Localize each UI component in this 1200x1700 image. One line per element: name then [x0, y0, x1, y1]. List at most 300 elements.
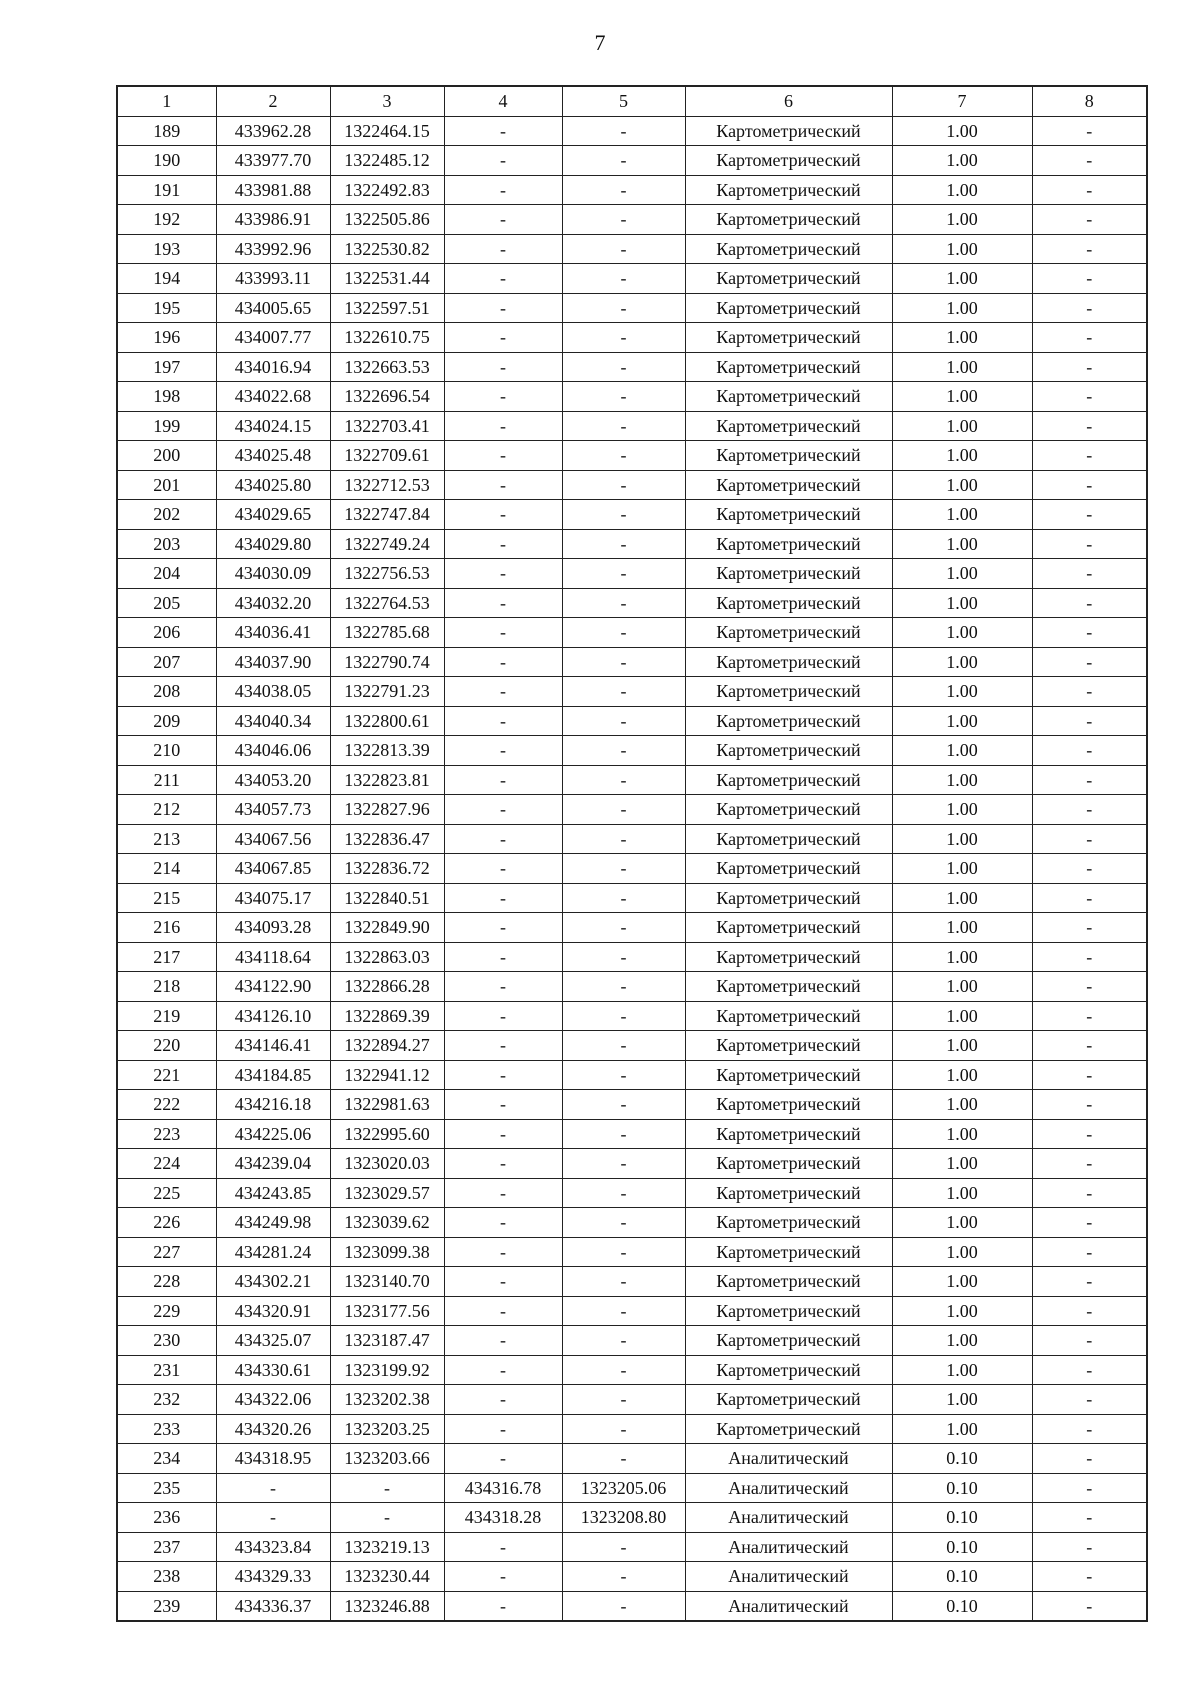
cell-x-new: -	[444, 706, 562, 736]
cell-accuracy: 1.00	[892, 883, 1032, 913]
cell-y-coordinate: -	[330, 1473, 444, 1503]
column-header-3: 3	[330, 86, 444, 116]
cell-x-new: -	[444, 470, 562, 500]
table-row	[117, 1267, 1147, 1297]
table-row	[117, 293, 1147, 323]
column-header-4: 4	[444, 86, 562, 116]
cell-y-coordinate: 1323099.38	[330, 1237, 444, 1267]
cell-x-new: -	[444, 1090, 562, 1120]
cell-x-new: 434316.78	[444, 1473, 562, 1503]
cell-description: -	[1032, 264, 1147, 294]
cell-point-number: 221	[117, 1060, 216, 1090]
cell-method: Картометрический	[685, 1178, 892, 1208]
cell-x-new: -	[444, 1296, 562, 1326]
cell-x-new: -	[444, 1031, 562, 1061]
cell-y-coordinate: 1322840.51	[330, 883, 444, 913]
cell-accuracy: 1.00	[892, 293, 1032, 323]
cell-accuracy: 1.00	[892, 1414, 1032, 1444]
cell-y-coordinate: 1322597.51	[330, 293, 444, 323]
cell-x-new: -	[444, 677, 562, 707]
cell-accuracy: 1.00	[892, 706, 1032, 736]
cell-method: Аналитический	[685, 1591, 892, 1621]
cell-x-new: -	[444, 972, 562, 1002]
cell-x-new: -	[444, 1001, 562, 1031]
cell-x-new: -	[444, 736, 562, 766]
cell-x-new: -	[444, 1267, 562, 1297]
cell-accuracy: 0.10	[892, 1591, 1032, 1621]
cell-x-new: -	[444, 1591, 562, 1621]
cell-y-new: 1323205.06	[562, 1473, 685, 1503]
cell-description: -	[1032, 1385, 1147, 1415]
table-row	[117, 854, 1147, 884]
cell-point-number: 213	[117, 824, 216, 854]
cell-accuracy: 1.00	[892, 972, 1032, 1002]
cell-accuracy: 1.00	[892, 1060, 1032, 1090]
cell-method: Картометрический	[685, 706, 892, 736]
cell-method: Картометрический	[685, 883, 892, 913]
cell-x-new: -	[444, 441, 562, 471]
cell-y-coordinate: 1322894.27	[330, 1031, 444, 1061]
cell-y-coordinate: 1322696.54	[330, 382, 444, 412]
cell-point-number: 208	[117, 677, 216, 707]
cell-description: -	[1032, 1414, 1147, 1444]
cell-method: Картометрический	[685, 618, 892, 648]
cell-method: Картометрический	[685, 264, 892, 294]
cell-y-coordinate: 1322756.53	[330, 559, 444, 589]
cell-x-coordinate: 434037.90	[216, 647, 330, 677]
cell-accuracy: 1.00	[892, 736, 1032, 766]
cell-y-coordinate: 1323246.88	[330, 1591, 444, 1621]
cell-x-coordinate: 434118.64	[216, 942, 330, 972]
cell-method: Картометрический	[685, 1090, 892, 1120]
cell-x-new: -	[444, 1444, 562, 1474]
cell-x-coordinate: 434016.94	[216, 352, 330, 382]
cell-y-new: -	[562, 824, 685, 854]
cell-accuracy: 1.00	[892, 1031, 1032, 1061]
cell-y-new: -	[562, 883, 685, 913]
table-row	[117, 913, 1147, 943]
table-row	[117, 736, 1147, 766]
cell-method: Картометрический	[685, 1355, 892, 1385]
cell-point-number: 195	[117, 293, 216, 323]
cell-y-coordinate: 1322492.83	[330, 175, 444, 205]
table-row	[117, 116, 1147, 146]
cell-accuracy: 0.10	[892, 1444, 1032, 1474]
cell-y-new: -	[562, 382, 685, 412]
cell-accuracy: 1.00	[892, 234, 1032, 264]
cell-method: Картометрический	[685, 470, 892, 500]
cell-y-new: -	[562, 293, 685, 323]
cell-accuracy: 1.00	[892, 1296, 1032, 1326]
table-row	[117, 1060, 1147, 1090]
cell-y-new: -	[562, 323, 685, 353]
cell-x-coordinate: 434281.24	[216, 1237, 330, 1267]
cell-accuracy: 1.00	[892, 441, 1032, 471]
cell-x-coordinate: 434318.95	[216, 1444, 330, 1474]
cell-x-coordinate: 434030.09	[216, 559, 330, 589]
cell-accuracy: 1.00	[892, 1208, 1032, 1238]
cell-y-new: -	[562, 1532, 685, 1562]
cell-method: Картометрический	[685, 205, 892, 235]
cell-x-coordinate: 434036.41	[216, 618, 330, 648]
cell-x-coordinate: 434243.85	[216, 1178, 330, 1208]
cell-x-coordinate: 434325.07	[216, 1326, 330, 1356]
table-row	[117, 1237, 1147, 1267]
cell-y-new: -	[562, 677, 685, 707]
cell-y-coordinate: 1322747.84	[330, 500, 444, 530]
cell-description: -	[1032, 854, 1147, 884]
cell-x-new: 434318.28	[444, 1503, 562, 1533]
cell-x-coordinate: 434184.85	[216, 1060, 330, 1090]
cell-point-number: 212	[117, 795, 216, 825]
cell-x-coordinate: 434322.06	[216, 1385, 330, 1415]
cell-x-coordinate: 434007.77	[216, 323, 330, 353]
cell-y-coordinate: 1322785.68	[330, 618, 444, 648]
table-row	[117, 1503, 1147, 1533]
cell-accuracy: 1.00	[892, 1149, 1032, 1179]
cell-x-new: -	[444, 323, 562, 353]
cell-point-number: 216	[117, 913, 216, 943]
cell-x-new: -	[444, 352, 562, 382]
cell-point-number: 236	[117, 1503, 216, 1533]
table-row	[117, 382, 1147, 412]
cell-point-number: 206	[117, 618, 216, 648]
column-header-5: 5	[562, 86, 685, 116]
cell-method: Картометрический	[685, 913, 892, 943]
cell-y-coordinate: 1322749.24	[330, 529, 444, 559]
cell-x-coordinate: 434025.80	[216, 470, 330, 500]
cell-description: -	[1032, 529, 1147, 559]
cell-description: -	[1032, 795, 1147, 825]
cell-accuracy: 1.00	[892, 854, 1032, 884]
cell-point-number: 238	[117, 1562, 216, 1592]
table-row	[117, 352, 1147, 382]
cell-method: Картометрический	[685, 382, 892, 412]
cell-x-coordinate: 433981.88	[216, 175, 330, 205]
table-row	[117, 972, 1147, 1002]
column-header-8: 8	[1032, 86, 1147, 116]
table-row	[117, 677, 1147, 707]
cell-y-coordinate: 1322703.41	[330, 411, 444, 441]
cell-x-coordinate: 434053.20	[216, 765, 330, 795]
cell-accuracy: 1.00	[892, 146, 1032, 176]
table-row	[117, 1001, 1147, 1031]
cell-y-coordinate: 1322764.53	[330, 588, 444, 618]
cell-y-coordinate: 1323140.70	[330, 1267, 444, 1297]
table-row	[117, 1444, 1147, 1474]
cell-x-new: -	[444, 175, 562, 205]
cell-accuracy: 1.00	[892, 1090, 1032, 1120]
cell-y-new: -	[562, 1237, 685, 1267]
cell-x-new: -	[444, 618, 562, 648]
cell-y-coordinate: 1323203.25	[330, 1414, 444, 1444]
cell-method: Аналитический	[685, 1444, 892, 1474]
table-row	[117, 765, 1147, 795]
table-row	[117, 559, 1147, 589]
cell-point-number: 237	[117, 1532, 216, 1562]
table-row	[117, 1562, 1147, 1592]
cell-x-new: -	[444, 411, 562, 441]
cell-y-new: -	[562, 647, 685, 677]
cell-description: -	[1032, 411, 1147, 441]
cell-point-number: 203	[117, 529, 216, 559]
cell-y-new: -	[562, 146, 685, 176]
cell-point-number: 209	[117, 706, 216, 736]
cell-x-new: -	[444, 765, 562, 795]
table-row	[117, 1591, 1147, 1621]
cell-description: -	[1032, 1060, 1147, 1090]
cell-method: Картометрический	[685, 765, 892, 795]
cell-y-coordinate: 1322813.39	[330, 736, 444, 766]
cell-description: -	[1032, 913, 1147, 943]
cell-x-new: -	[444, 116, 562, 146]
cell-description: -	[1032, 116, 1147, 146]
cell-description: -	[1032, 382, 1147, 412]
cell-method: Картометрический	[685, 234, 892, 264]
cell-method: Картометрический	[685, 1208, 892, 1238]
cell-x-new: -	[444, 1237, 562, 1267]
table-row	[117, 146, 1147, 176]
cell-accuracy: 1.00	[892, 116, 1032, 146]
cell-point-number: 202	[117, 500, 216, 530]
cell-point-number: 230	[117, 1326, 216, 1356]
cell-y-coordinate: 1322941.12	[330, 1060, 444, 1090]
cell-point-number: 193	[117, 234, 216, 264]
cell-point-number: 229	[117, 1296, 216, 1326]
table-row	[117, 1326, 1147, 1356]
cell-method: Аналитический	[685, 1503, 892, 1533]
cell-point-number: 192	[117, 205, 216, 235]
cell-y-coordinate: 1322995.60	[330, 1119, 444, 1149]
cell-y-new: -	[562, 1267, 685, 1297]
cell-accuracy: 1.00	[892, 824, 1032, 854]
cell-y-new: -	[562, 1031, 685, 1061]
cell-y-new: -	[562, 1090, 685, 1120]
cell-x-new: -	[444, 824, 562, 854]
cell-accuracy: 1.00	[892, 588, 1032, 618]
cell-accuracy: 1.00	[892, 1178, 1032, 1208]
cell-description: -	[1032, 146, 1147, 176]
cell-y-new: -	[562, 1562, 685, 1592]
cell-y-coordinate: 1323020.03	[330, 1149, 444, 1179]
cell-point-number: 217	[117, 942, 216, 972]
cell-y-coordinate: 1322530.82	[330, 234, 444, 264]
cell-x-coordinate: 434330.61	[216, 1355, 330, 1385]
cell-method: Аналитический	[685, 1473, 892, 1503]
cell-y-coordinate: 1322464.15	[330, 116, 444, 146]
cell-description: -	[1032, 972, 1147, 1002]
table-row	[117, 824, 1147, 854]
column-header-7: 7	[892, 86, 1032, 116]
cell-y-new: -	[562, 116, 685, 146]
cell-y-new: -	[562, 1178, 685, 1208]
table-row	[117, 529, 1147, 559]
cell-accuracy: 1.00	[892, 264, 1032, 294]
cell-y-new: -	[562, 1296, 685, 1326]
cell-x-new: -	[444, 913, 562, 943]
cell-x-new: -	[444, 1355, 562, 1385]
cell-x-new: -	[444, 1385, 562, 1415]
cell-point-number: 231	[117, 1355, 216, 1385]
cell-y-coordinate: -	[330, 1503, 444, 1533]
cell-y-coordinate: 1322712.53	[330, 470, 444, 500]
cell-x-coordinate: 433986.91	[216, 205, 330, 235]
cell-y-new: -	[562, 972, 685, 1002]
cell-accuracy: 0.10	[892, 1473, 1032, 1503]
cell-x-coordinate: 433977.70	[216, 146, 330, 176]
cell-x-new: -	[444, 293, 562, 323]
cell-y-new: -	[562, 411, 685, 441]
column-header-1: 1	[117, 86, 216, 116]
table-row	[117, 470, 1147, 500]
cell-y-new: -	[562, 1208, 685, 1238]
cell-x-new: -	[444, 500, 562, 530]
cell-point-number: 205	[117, 588, 216, 618]
cell-y-coordinate: 1323039.62	[330, 1208, 444, 1238]
cell-point-number: 190	[117, 146, 216, 176]
cell-x-new: -	[444, 529, 562, 559]
cell-description: -	[1032, 706, 1147, 736]
cell-method: Картометрический	[685, 116, 892, 146]
cell-y-new: -	[562, 1149, 685, 1179]
cell-x-coordinate: 434320.91	[216, 1296, 330, 1326]
cell-y-coordinate: 1323177.56	[330, 1296, 444, 1326]
cell-method: Картометрический	[685, 1296, 892, 1326]
table-row	[117, 942, 1147, 972]
cell-x-coordinate: 434323.84	[216, 1532, 330, 1562]
cell-method: Картометрический	[685, 1031, 892, 1061]
cell-point-number: 207	[117, 647, 216, 677]
cell-y-new: -	[562, 795, 685, 825]
cell-y-coordinate: 1322791.23	[330, 677, 444, 707]
cell-accuracy: 1.00	[892, 913, 1032, 943]
cell-y-new: -	[562, 942, 685, 972]
cell-x-coordinate: 434067.56	[216, 824, 330, 854]
cell-y-new: -	[562, 1355, 685, 1385]
table-row	[117, 1090, 1147, 1120]
cell-x-coordinate: 434038.05	[216, 677, 330, 707]
cell-point-number: 215	[117, 883, 216, 913]
cell-description: -	[1032, 588, 1147, 618]
cell-y-coordinate: 1323202.38	[330, 1385, 444, 1415]
cell-x-coordinate: 434225.06	[216, 1119, 330, 1149]
cell-description: -	[1032, 824, 1147, 854]
cell-accuracy: 1.00	[892, 323, 1032, 353]
cell-method: Картометрический	[685, 795, 892, 825]
cell-method: Картометрический	[685, 1149, 892, 1179]
cell-point-number: 222	[117, 1090, 216, 1120]
cell-description: -	[1032, 618, 1147, 648]
cell-y-new: -	[562, 913, 685, 943]
cell-accuracy: 1.00	[892, 647, 1032, 677]
cell-y-new: -	[562, 1119, 685, 1149]
cell-method: Картометрический	[685, 1237, 892, 1267]
cell-x-new: -	[444, 264, 562, 294]
cell-x-coordinate: 434005.65	[216, 293, 330, 323]
cell-point-number: 239	[117, 1591, 216, 1621]
cell-y-new: -	[562, 854, 685, 884]
table-row	[117, 706, 1147, 736]
cell-accuracy: 1.00	[892, 1385, 1032, 1415]
cell-point-number: 235	[117, 1473, 216, 1503]
cell-method: Картометрический	[685, 352, 892, 382]
cell-method: Картометрический	[685, 323, 892, 353]
cell-y-new: -	[562, 559, 685, 589]
table-row	[117, 588, 1147, 618]
cell-y-new: -	[562, 588, 685, 618]
cell-x-coordinate: 434022.68	[216, 382, 330, 412]
cell-point-number: 200	[117, 441, 216, 471]
cell-y-coordinate: 1323199.92	[330, 1355, 444, 1385]
cell-point-number: 219	[117, 1001, 216, 1031]
table-row	[117, 883, 1147, 913]
cell-point-number: 220	[117, 1031, 216, 1061]
cell-y-new: -	[562, 470, 685, 500]
cell-accuracy: 0.10	[892, 1532, 1032, 1562]
cell-x-new: -	[444, 1414, 562, 1444]
coordinates-table	[116, 85, 1148, 1622]
cell-point-number: 198	[117, 382, 216, 412]
cell-description: -	[1032, 470, 1147, 500]
cell-accuracy: 1.00	[892, 677, 1032, 707]
cell-description: -	[1032, 1208, 1147, 1238]
cell-y-new: -	[562, 441, 685, 471]
cell-method: Картометрический	[685, 854, 892, 884]
cell-x-new: -	[444, 588, 562, 618]
cell-accuracy: 1.00	[892, 500, 1032, 530]
cell-x-coordinate: -	[216, 1503, 330, 1533]
cell-accuracy: 1.00	[892, 411, 1032, 441]
cell-description: -	[1032, 647, 1147, 677]
cell-description: -	[1032, 1562, 1147, 1592]
cell-description: -	[1032, 883, 1147, 913]
cell-y-coordinate: 1323219.13	[330, 1532, 444, 1562]
cell-method: Картометрический	[685, 293, 892, 323]
cell-method: Картометрический	[685, 647, 892, 677]
cell-x-new: -	[444, 1532, 562, 1562]
cell-method: Картометрический	[685, 824, 892, 854]
cell-point-number: 210	[117, 736, 216, 766]
cell-y-new: -	[562, 736, 685, 766]
cell-y-new: -	[562, 175, 685, 205]
cell-y-new: -	[562, 1591, 685, 1621]
cell-point-number: 196	[117, 323, 216, 353]
cell-description: -	[1032, 1178, 1147, 1208]
cell-x-new: -	[444, 559, 562, 589]
cell-description: -	[1032, 1591, 1147, 1621]
cell-x-coordinate: 434075.17	[216, 883, 330, 913]
cell-method: Картометрический	[685, 1119, 892, 1149]
cell-y-coordinate: 1322869.39	[330, 1001, 444, 1031]
cell-point-number: 234	[117, 1444, 216, 1474]
table-row	[117, 1532, 1147, 1562]
cell-y-coordinate: 1323230.44	[330, 1562, 444, 1592]
cell-x-new: -	[444, 1149, 562, 1179]
cell-x-coordinate: 434024.15	[216, 411, 330, 441]
cell-method: Картометрический	[685, 677, 892, 707]
table-row	[117, 441, 1147, 471]
cell-x-coordinate: 434122.90	[216, 972, 330, 1002]
cell-y-coordinate: 1323203.66	[330, 1444, 444, 1474]
cell-y-new: -	[562, 706, 685, 736]
cell-x-new: -	[444, 1208, 562, 1238]
cell-y-coordinate: 1322505.86	[330, 205, 444, 235]
cell-accuracy: 1.00	[892, 382, 1032, 412]
cell-x-new: -	[444, 382, 562, 412]
cell-x-coordinate: 434029.65	[216, 500, 330, 530]
cell-y-coordinate: 1323187.47	[330, 1326, 444, 1356]
cell-method: Картометрический	[685, 529, 892, 559]
